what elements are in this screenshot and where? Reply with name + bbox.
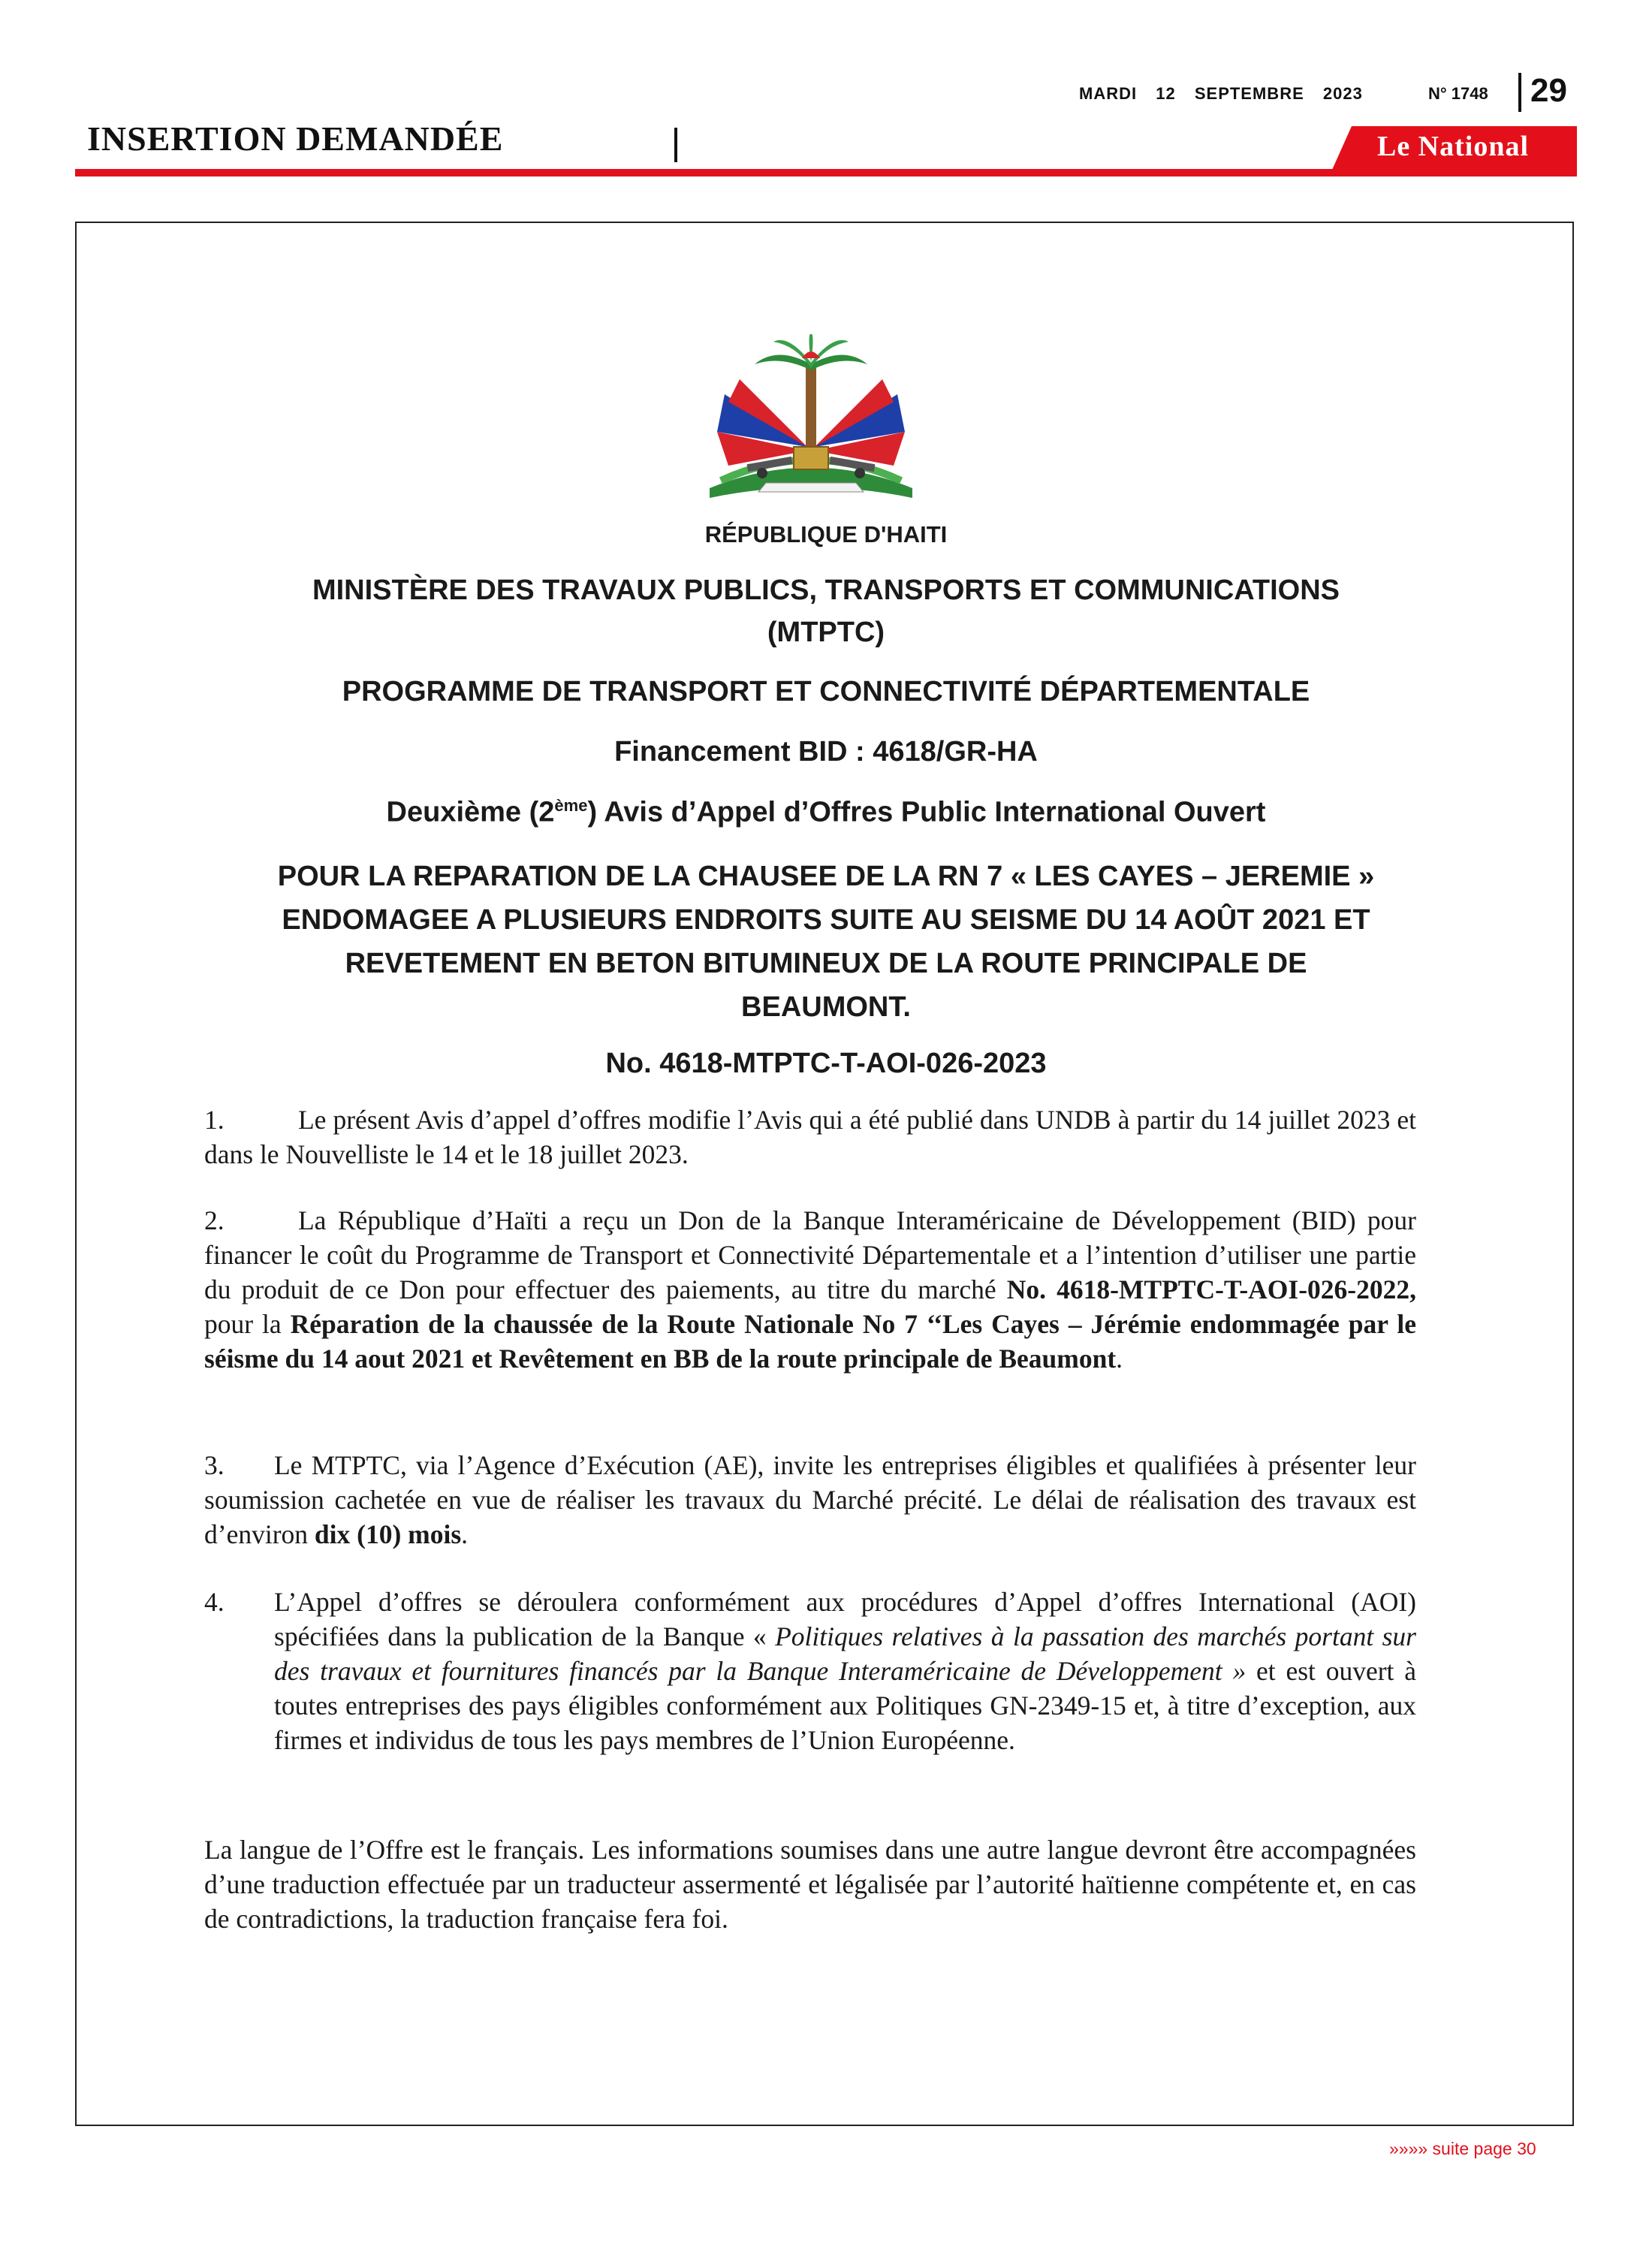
paragraph-number: 3. <box>204 1450 225 1480</box>
notice-type-superscript: ème <box>554 796 588 815</box>
paragraph-4 <box>204 1585 1416 1757</box>
paragraph-number: 4. <box>204 1587 225 1617</box>
object-line-3: REVETEMENT EN BETON BITUMINEUX DE LA ROUTE PRINCIPALE DE <box>345 948 1307 979</box>
header-divider <box>1518 73 1521 112</box>
paragraph-1 <box>204 1102 1416 1172</box>
paragraph-text: Le présent Avis d’appel d’offres modifie l’Avis qui a été publié dans UNDB à partir du 14 juillet 2023 et dans le Nouvelliste le 14 et le 18 juillet 2023. <box>204 1105 1416 1169</box>
paragraph-text: et est ouvert à toutes entreprises des pays éligibles conformément aux Politiques GN-2349-15 et, à titre d’exception, aux firmes et individus de tous les pays membres de l’Union Européenne. <box>274 1656 1416 1755</box>
page-number: 29 <box>1530 72 1567 109</box>
paragraph-text: . <box>461 1519 469 1549</box>
paragraph-text: La République d’Haïti a reçu un Don de la Banque Interaméricaine de Développement (BID) pour financer le coût du Programme de Transport et Connectivité Départementale et a l’intention d’utiliser une partie du produit de ce Don pour effectuer des paiements, au titre du marché <box>204 1205 1416 1304</box>
issue-day-number: 12 <box>1156 84 1176 103</box>
object-line-1: POUR LA REPARATION DE LA CHAUSEE DE LA RN 7 « LES CAYES – JEREMIE » <box>277 861 1375 892</box>
issue-month: SEPTEMBRE <box>1194 84 1304 103</box>
paragraph-text: L’Appel d’offres se déroulera conformément aux procédures d’Appel d’offres International (AOI) spécifiées dans la publication de la Banque « <box>274 1587 1416 1651</box>
republic-heading: RÉPUBLIQUE D'HAITI <box>704 521 948 547</box>
contract-title: Réparation de la chaussée de la Route Nationale No 7 ‘‘Les Cayes – Jérémie endommagée par le séisme du 14 aout 2021 et Revêtement en BB de la route principale de Beaumont <box>204 1309 1416 1374</box>
paragraph-language: La langue de l’Offre est le français. Les informations soumises dans une autre langue devront être accompagnées d’une traduction effectuée par un traducteur assermenté et légalisée par l’autorité haïtienne compétente et, en cas de contradictions, la traduction française fera foi. <box>204 1835 1416 1934</box>
contract-number: No. 4618-MTPTC-T-AOI-026-2022, <box>1006 1274 1416 1304</box>
coat-of-arms-icon <box>695 334 927 507</box>
ministry-name: MINISTÈRE DES TRAVAUX PUBLICS, TRANSPORTS ET COMMUNICATIONS <box>312 575 1340 606</box>
issue-year: 2023 <box>1322 84 1363 103</box>
paragraph-2 <box>204 1203 1416 1376</box>
ministry-abbreviation: (MTPTC) <box>767 617 885 648</box>
brand-name: Le National <box>1376 131 1530 162</box>
notice-type-prefix: Deuxième (2 <box>386 796 555 828</box>
policy-title: Politiques relatives à la passation des marchés portant sur des travaux et fournitures financés par la Banque Interaméricaine de Développement » <box>274 1621 1416 1686</box>
section-divider <box>674 128 677 162</box>
notice-type-heading <box>150 796 1502 829</box>
ministry-heading <box>150 569 1502 653</box>
issue-date <box>1079 84 1363 104</box>
completion-period: dix (10) mois <box>314 1519 462 1549</box>
notice-object-heading <box>150 855 1502 1029</box>
financing-heading: Financement BID : 4618/GR-HA <box>614 736 1038 768</box>
section-title: INSERTION DEMANDÉE <box>87 119 504 158</box>
paragraph-number: 2. <box>204 1205 225 1235</box>
issue-number: N° 1748 <box>1428 84 1488 103</box>
continuation-note: »»»» suite page 30 <box>1389 2139 1536 2158</box>
reference-number: No. 4618-MTPTC-T-AOI-026-2023 <box>605 1048 1047 1079</box>
object-line-2: ENDOMAGEE A PLUSIEURS ENDROITS SUITE AU SEISME DU 14 AOÛT 2021 ET <box>282 904 1370 936</box>
object-line-4: BEAUMONT. <box>741 991 911 1023</box>
paragraph-number: 1. <box>204 1105 225 1135</box>
paragraph-3 <box>204 1448 1416 1552</box>
issue-day: MARDI <box>1079 84 1138 103</box>
notice-type-suffix: ) Avis d’Appel d’Offres Public International Ouvert <box>587 796 1266 828</box>
paragraph-text: . <box>1116 1344 1123 1374</box>
programme-heading: PROGRAMME DE TRANSPORT ET CONNECTIVITÉ DÉPARTEMENTALE <box>342 676 1310 707</box>
paragraph-text: pour la <box>204 1309 291 1339</box>
paragraph-text: Le MTPTC, via l’Agence d’Exécution (AE), invite les entreprises éligibles et qualifiées à présenter leur soumission cachetée en vue de réaliser les travaux du Marché précité. Le délai de réalisation des travaux est d’environ <box>204 1450 1416 1549</box>
